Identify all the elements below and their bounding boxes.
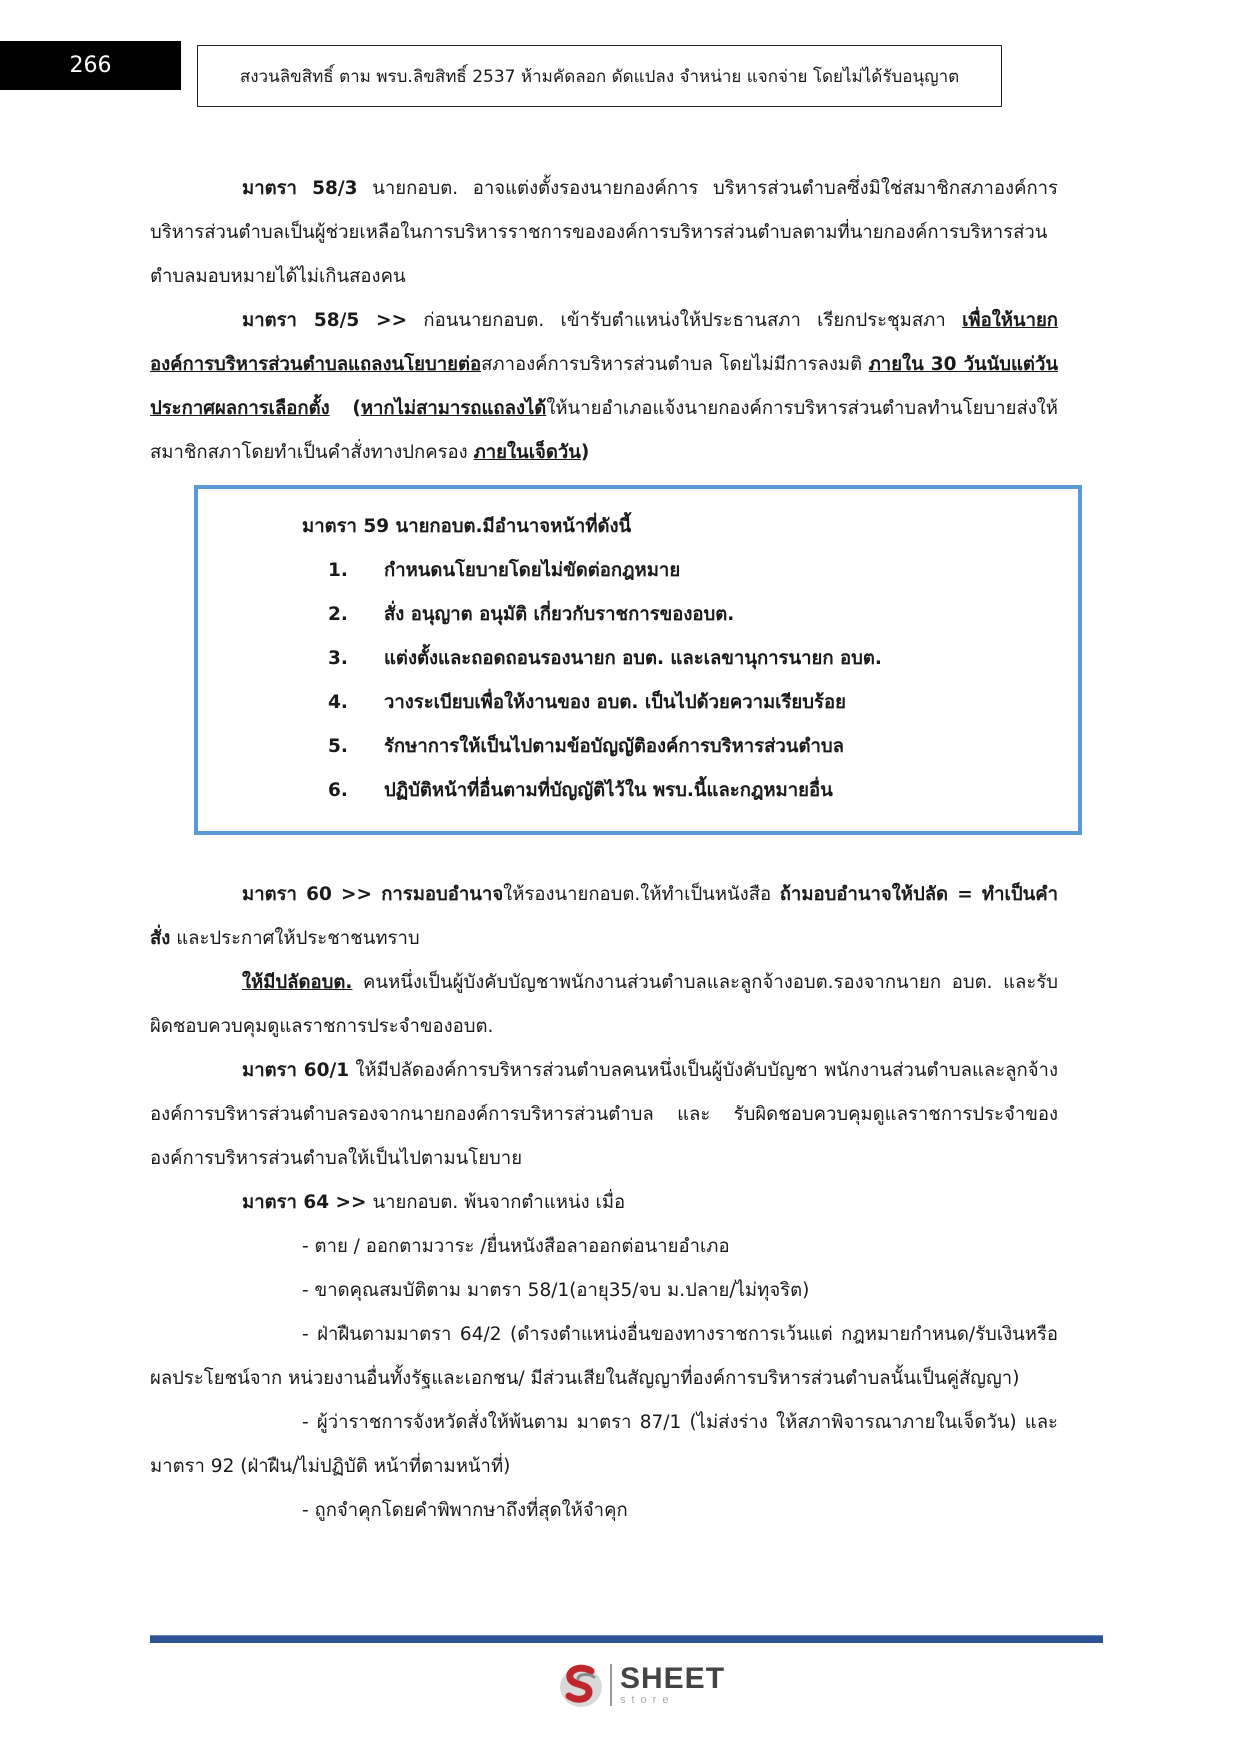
section-text: ก่อนนายกอบต. เข้ารับตำแหน่งให้ประธานสภา เรียกประชุมสภา <box>407 310 963 331</box>
section-text: ให้มีปลัดองค์การบริหารส่วนตำบลคนหนึ่งเป็นผู้บังคับบัญชา พนักงานส่วนตำบลและลูกจ้างองค์การบริหารส่วนตำบลรองจากนายกองค์การบริหารส่วนตำบล และ รับผิดชอบควบคุมดูแลราชการประจำขององค์การบริหารส่วนตำบลให้เป็นไปตามนโยบาย <box>150 1060 1058 1169</box>
list-number: 2. <box>328 604 348 625</box>
emphasis-text: การมอบอำนาจ <box>372 884 504 905</box>
list-item: - ตาย / ออกตามวาระ /ยื่นหนังสือลาออกต่อนายอำเภอ <box>302 1236 730 1257</box>
list-number: 3. <box>328 648 348 669</box>
list-item: - ฝ่าฝืนตามมาตรา 64/2 (ดำรงตำแหน่งอื่นของทางราชการเว้นแต่ กฎหมายกำหนด/รับเงินหรือผลประโยชน์จาก หน่วยงานอื่นทั้งรัฐและเอกชน/ มีส่วนเสียในสัญญาที่องค์การบริหารส่วนตำบลนั้นเป็นคู่สัญญา) <box>150 1324 1058 1389</box>
logo-text <box>610 1664 725 1706</box>
section-label: มาตรา 58/3 <box>242 178 358 199</box>
section-label: มาตรา 60 >> <box>242 884 373 905</box>
section-label: มาตรา 60/1 <box>242 1060 350 1081</box>
section-label: มาตรา 64 >> <box>242 1192 367 1213</box>
sheet-store-logo <box>558 1655 728 1715</box>
list-text: แต่งตั้งและถอดถอนรองนายก อบต. และเลขานุการนายก อบต. <box>384 648 882 669</box>
section-text: ) <box>580 442 590 463</box>
list-item <box>198 637 1078 681</box>
logo-sub: store <box>620 1694 675 1706</box>
emphasis-text: ภายใน 30 วันนับแต่วันประกาศผลการเลือกตั้ง <box>150 354 1058 419</box>
list-number: 6. <box>328 780 348 801</box>
logo-word: SHEET <box>620 1662 726 1695</box>
list-item: - ขาดคุณสมบัติตาม มาตรา 58/1(อายุ35/จบ ม.ปลาย/ไม่ทุจริต) <box>302 1280 810 1301</box>
list-item <box>198 769 1078 813</box>
list-item <box>198 549 1078 593</box>
list-number: 4. <box>328 692 348 713</box>
section-text: ( <box>329 398 361 419</box>
list-number: 5. <box>328 736 348 757</box>
section-text: ให้นายอำเภอแจ้งนายกองค์การบริหารส่วนตำบลทำนโยบายส่งให้สมาชิกสภาโดยทำเป็นคำสั่งทางปกครอง <box>150 398 1058 463</box>
section-text: นายกอบต. พ้นจากตำแหน่ง เมื่อ <box>366 1192 626 1213</box>
list-text: กำหนดนโยบายโดยไม่ขัดต่อกฎหมาย <box>384 560 681 581</box>
section-label: มาตรา 58/5 >> <box>242 310 408 331</box>
list-text: ปฏิบัติหน้าที่อื่นตามที่บัญญัติไว้ใน พรบ.นี้และกฎหมายอื่น <box>384 780 833 801</box>
section-58-5 <box>150 299 1058 475</box>
list-number: 1. <box>328 560 348 581</box>
section-64 <box>150 1181 1058 1225</box>
sheet-store-s-logo-icon <box>558 1659 604 1711</box>
emphasis-text: ให้มีปลัดอบต. <box>242 972 353 993</box>
palat-paragraph <box>150 961 1058 1049</box>
list-text: สั่ง อนุญาต อนุมัติ เกี่ยวกับราชการของอบต. <box>384 604 735 625</box>
list-item: - ผู้ว่าราชการจังหวัดสั่งให้พ้นตาม มาตรา 87/1 (ไม่ส่งร่าง ให้สภาพิจารณาภายในเจ็ดวัน) และมาตรา 92 (ฝ่าฝืน/ไม่ปฏิบัติ หน้าที่ตามหน้าที่) <box>150 1412 1058 1477</box>
section-text: สภาองค์การบริหารส่วนตำบล โดยไม่มีการลงมติ <box>481 354 869 375</box>
section-59-box <box>194 485 1082 835</box>
list-item <box>198 681 1078 725</box>
list-item <box>198 725 1078 769</box>
emphasis-text: ภายในเจ็ดวัน <box>473 442 581 463</box>
section-text: คนหนึ่งเป็นผู้บังคับบัญชาพนักงานส่วนตำบลและลูกจ้างอบต.รองจากนายก อบต. และรับผิดชอบควบคุมดูแลราชการประจำของอบต. <box>150 972 1058 1037</box>
section-60-1 <box>150 1049 1058 1181</box>
copyright-header: สงวนลิขสิทธิ์ ตาม พรบ.ลิขสิทธิ์ 2537 ห้ามคัดลอก ดัดแปลง จำหน่าย แจกจ่าย โดยไม่ได้รับอนุญาต <box>197 45 1002 107</box>
section-text: และประกาศให้ประชาชนทราบ <box>170 928 420 949</box>
footer-rule <box>150 1635 1103 1643</box>
list-text: รักษาการให้เป็นไปตามข้อบัญญัติองค์การบริหารส่วนตำบล <box>384 736 844 757</box>
section-text: ให้รองนายกอบต.ให้ทำเป็นหนังสือ <box>503 884 780 905</box>
spacer <box>150 835 1058 873</box>
page-number: 266 <box>0 41 181 90</box>
section-59-title: มาตรา 59 นายกอบต.มีอำนาจหน้าที่ดังนี้ <box>302 516 632 537</box>
section-58-3 <box>150 167 1058 299</box>
section-60 <box>150 873 1058 961</box>
list-item: - ถูกจำคุกโดยคำพิพากษาถึงที่สุดให้จำคุก <box>302 1500 628 1521</box>
section-59-list <box>198 549 1078 813</box>
list-item <box>198 593 1078 637</box>
emphasis-text: หากไม่สามารถแถลงได้ <box>360 398 547 419</box>
emphasis-text: ถ้ามอบอำนาจให้ปลัด = ทำเป็นคำสั่ง <box>150 884 1058 949</box>
document-body <box>150 167 1058 1533</box>
list-text: วางระเบียบเพื่อให้งานของ อบต. เป็นไปด้วยความเรียบร้อย <box>384 692 846 713</box>
section-text: นายกอบต. อาจแต่งตั้งรองนายกองค์การ บริหารส่วนตำบลซึ่งมิใช่สมาชิกสภาองค์การบริหารส่วนตำบลเป็นผู้ช่วยเหลือในการบริหารราชการขององค์การบริหารส่วนตำบลตามที่นายกองค์การบริหารส่วนตำบลมอบหมายได้ไม่เกินสองคน <box>150 178 1058 287</box>
emphasis-text: เพื่อให้นายกองค์การบริหารส่วนตำบลแถลงนโยบายต่อ <box>150 310 1058 375</box>
